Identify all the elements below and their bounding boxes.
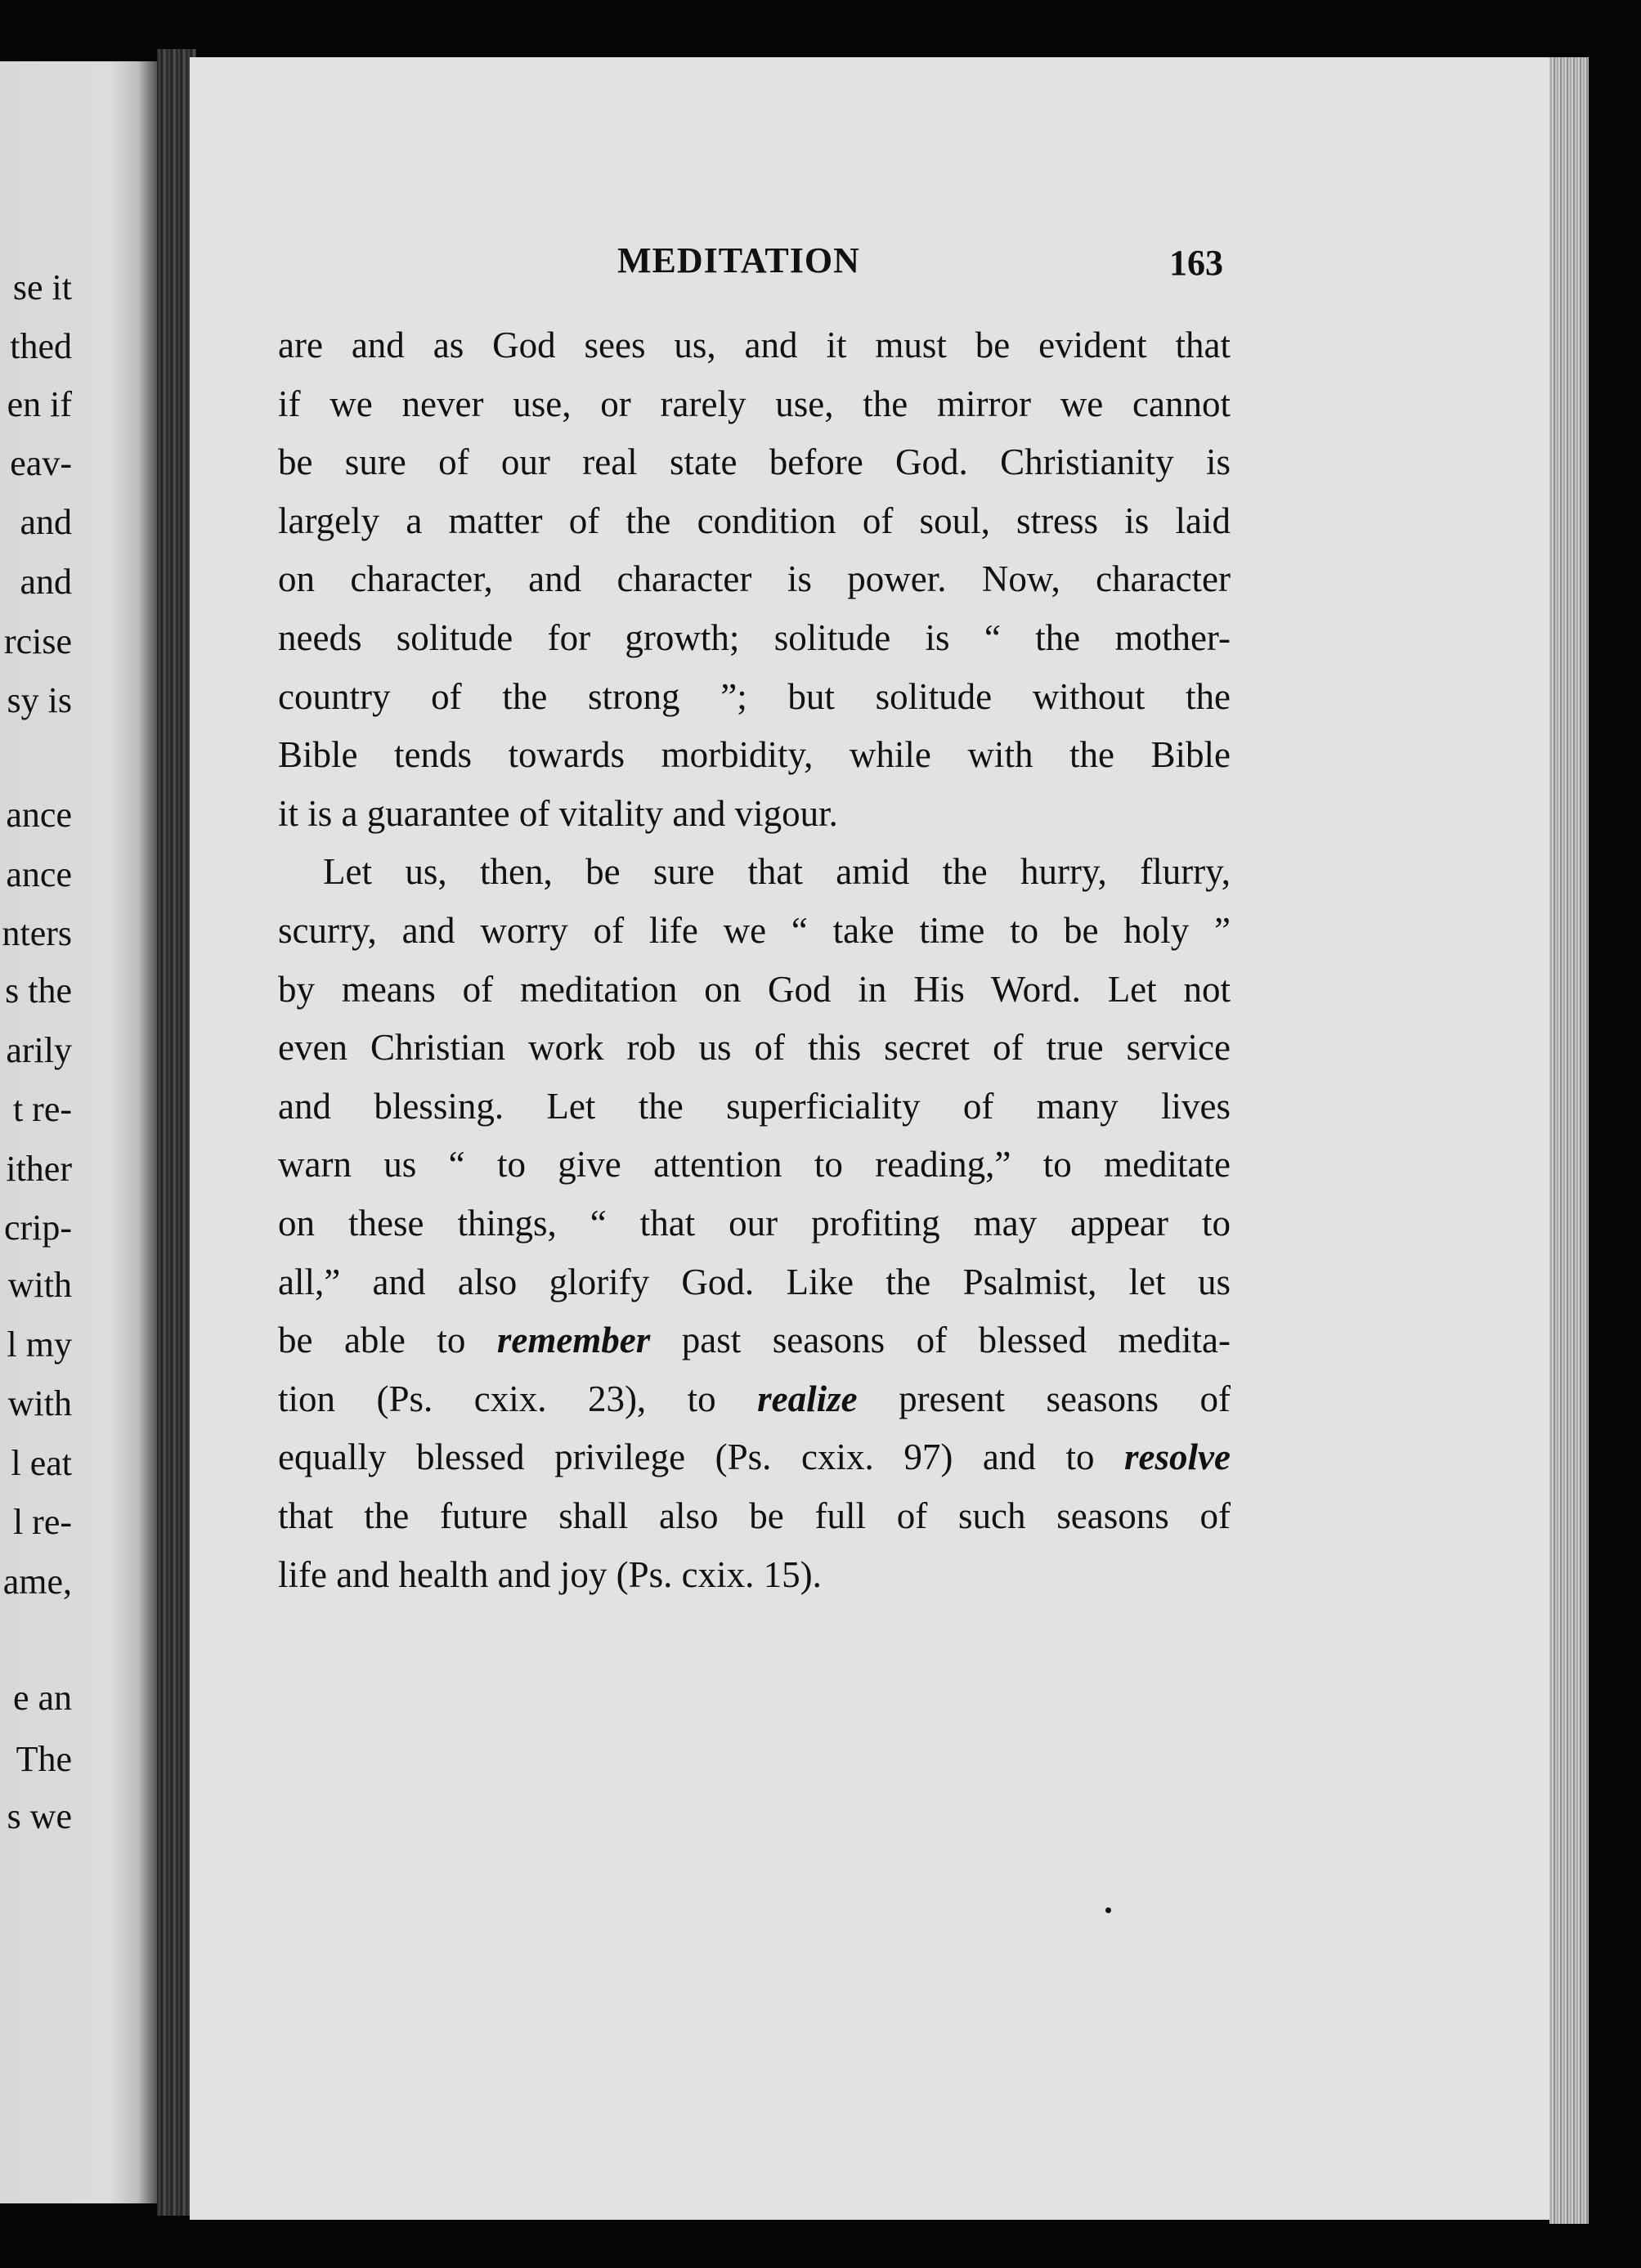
running-head: MEDITATION <box>617 240 860 280</box>
italic-emphasis: remember <box>496 1320 651 1361</box>
text-line <box>278 500 1231 541</box>
text-line <box>323 851 1231 893</box>
text-line <box>278 675 1231 717</box>
text-line <box>278 1085 1231 1127</box>
facing-page-line: The <box>16 1739 72 1779</box>
text-line <box>278 734 1231 776</box>
text-segment: on these things, “ that our profiting may appear to <box>278 1203 1231 1244</box>
text-segment: largely a matter of the condition of soul, stress is laid <box>278 500 1231 541</box>
text-segment: country of the strong ”; but solitude without the <box>278 675 1231 717</box>
facing-page-line: eav- <box>10 443 72 483</box>
text-line <box>278 441 1231 483</box>
text-segment: be sure of our real state before God. Christianity is <box>278 441 1231 483</box>
text-segment: past seasons of blessed medita- <box>650 1320 1231 1361</box>
text-segment: Bible tends towards morbidity, while with the Bible <box>278 734 1231 776</box>
facing-page-line: with <box>7 1265 72 1305</box>
text-line <box>278 617 1231 658</box>
text-segment: be able to <box>278 1320 497 1361</box>
text-segment: present seasons of <box>857 1378 1231 1419</box>
facing-page-fragment <box>0 61 157 2203</box>
text-segment: that the future shall also be full of such seasons of <box>278 1495 1231 1536</box>
text-segment: if we never use, or rarely use, the mirror we cannot <box>278 383 1231 424</box>
facing-page-line: sy is <box>7 680 72 720</box>
text-line <box>278 1144 1231 1186</box>
text-line <box>278 968 1231 1010</box>
text-line <box>278 1553 822 1595</box>
text-line <box>278 912 1231 949</box>
text-line <box>278 1027 1231 1069</box>
text-line <box>278 383 1231 424</box>
text-line <box>278 1205 1231 1242</box>
italic-emphasis: realize <box>757 1378 858 1419</box>
ink-speck <box>1105 1907 1111 1913</box>
text-segment: it is a guarantee of vitality and vigour. <box>278 792 838 834</box>
facing-page-line: ame, <box>2 1562 72 1602</box>
facing-page-line: ance <box>6 854 72 894</box>
facing-page-line: s we <box>7 1796 72 1836</box>
text-line <box>278 558 1231 600</box>
facing-page-line: t re- <box>12 1089 72 1129</box>
text-line <box>278 792 838 834</box>
text-segment: are and as God sees us, and it must be evident that <box>278 325 1231 365</box>
text-segment: by means of meditation on God in His Word. Let not <box>278 968 1231 1010</box>
text-segment: all,” and also glorify God. Like the Psalmist, let us <box>278 1261 1231 1302</box>
facing-page-line: en if <box>7 384 72 424</box>
page-edge-stack <box>1549 57 1589 2224</box>
text-line <box>278 1322 1231 1359</box>
main-page <box>190 57 1554 2220</box>
text-line <box>278 1439 1231 1476</box>
facing-page-line: nters <box>2 913 72 953</box>
facing-page-line: l my <box>7 1324 72 1365</box>
facing-page-line: se it <box>12 267 72 307</box>
text-segment: needs solitude for growth; solitude is “ the mother- <box>278 617 1231 658</box>
facing-page-line: and <box>20 562 72 602</box>
text-segment: even Christian work rob us of this secret of true service <box>278 1027 1231 1069</box>
facing-page-line: with <box>7 1383 72 1423</box>
facing-page-line: l re- <box>12 1502 72 1542</box>
facing-page-line: s the <box>5 970 72 1011</box>
facing-page-line: thed <box>10 326 72 366</box>
text-line <box>278 1378 1231 1419</box>
facing-page-line: arily <box>6 1030 72 1070</box>
facing-page-line: rcise <box>3 621 72 661</box>
facing-page-line: ither <box>6 1149 72 1189</box>
text-segment: scurry, and worry of life we “ take time to be holy ” <box>278 910 1231 951</box>
text-line <box>278 1261 1231 1302</box>
page-number: 163 <box>1169 243 1223 283</box>
text-segment: and blessing. Let the superficiality of many lives <box>278 1085 1231 1127</box>
facing-page-line: e an <box>12 1678 72 1718</box>
text-segment: life and health and joy (Ps. cxix. 15). <box>278 1553 822 1595</box>
text-line <box>278 327 1231 364</box>
facing-page-line: ance <box>6 795 72 835</box>
italic-emphasis: resolve <box>1124 1437 1231 1478</box>
text-segment: equally blessed privilege (Ps. cxix. 97) and to <box>278 1437 1125 1478</box>
text-segment: on character, and character is power. Now, character <box>278 558 1231 600</box>
text-segment: Let us, then, be sure that amid the hurry, flurry, <box>323 851 1231 893</box>
text-segment: tion (Ps. cxix. 23), to <box>278 1378 758 1419</box>
facing-page-line: and <box>20 502 72 542</box>
facing-page-line: l eat <box>11 1443 72 1483</box>
text-segment: warn us “ to give attention to reading,” to meditate <box>278 1144 1231 1186</box>
facing-page-line: crip- <box>3 1208 72 1248</box>
text-line <box>278 1495 1231 1536</box>
